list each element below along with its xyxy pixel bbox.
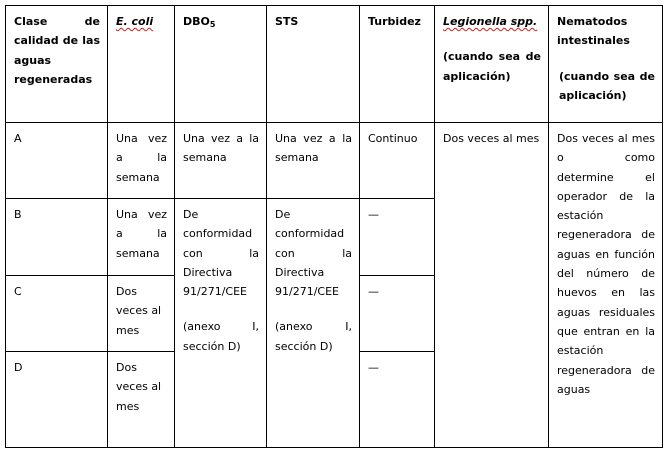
header-sts (267, 6, 360, 123)
header-nematodos-note: (cuando sea de aplicación) (559, 69, 655, 102)
cell-ecoli-c (108, 276, 175, 352)
turbidez-freq-d: — (368, 361, 379, 374)
header-nematodos-text: Nematodos intestinales (557, 15, 630, 48)
cell-turbidez-b (360, 199, 435, 276)
header-dbo-text: DBO (183, 15, 210, 28)
cell-dbo-a (175, 123, 267, 199)
dbo-directiva-text: De conformidad con la Directiva 91/271/CEE (183, 208, 259, 299)
header-row (6, 6, 663, 123)
dbo-freq-a: Una vez a la semana (183, 132, 259, 165)
clase-label-c: C (14, 285, 22, 298)
cell-clase-c (6, 276, 108, 352)
header-legionella (435, 6, 549, 123)
turbidez-freq-a: Continuo (368, 132, 418, 145)
legionella-freq: Dos veces al mes (443, 132, 540, 145)
cell-ecoli-b (108, 199, 175, 276)
sts-directiva-ref: (anexo I, sección D) (275, 320, 352, 353)
cell-legionella-all (435, 123, 549, 448)
nematodos-freq: Dos veces al mes o como determine el operador de la estación regeneradora de aguas en función del número de huevos en las aguas residuales que entran en la estación regeneradora de aguas (557, 132, 655, 396)
cell-nematodos-all (549, 123, 663, 448)
cell-ecoli-a (108, 123, 175, 199)
clase-label-b: B (14, 208, 22, 221)
ecoli-freq-b: Una vez a la semana (116, 208, 167, 260)
header-nematodos (549, 6, 663, 123)
turbidez-freq-b: — (368, 208, 379, 221)
cell-ecoli-d (108, 352, 175, 448)
cell-turbidez-d (360, 352, 435, 448)
cell-clase-a (6, 123, 108, 199)
header-clase (6, 6, 108, 123)
header-turbidez (360, 6, 435, 123)
header-ecoli (108, 6, 175, 123)
cell-turbidez-a (360, 123, 435, 199)
dbo-directiva-ref: (anexo I, sección D) (183, 320, 259, 353)
header-sts-text: STS (275, 15, 299, 28)
turbidez-freq-c: — (368, 285, 379, 298)
header-legionella-note: (cuando sea de aplicación) (443, 50, 541, 83)
header-turbidez-text: Turbidez (368, 15, 421, 28)
cell-dbo-bcd (175, 199, 267, 448)
header-legionella-text: Legionella spp. (443, 15, 538, 28)
ecoli-freq-d: Dos veces al mes (116, 361, 162, 413)
cell-turbidez-c (360, 276, 435, 352)
clase-label-a: A (14, 132, 22, 145)
header-dbo-subscript: 5 (209, 20, 216, 29)
cell-sts-a (267, 123, 360, 199)
header-ecoli-text: E. coli (116, 15, 154, 28)
clase-label-d: D (14, 361, 23, 374)
monitoring-frequency-table (5, 5, 663, 448)
header-dbo5 (175, 6, 267, 123)
ecoli-freq-c: Dos veces al mes (116, 285, 162, 337)
table-row-a (6, 123, 663, 199)
cell-clase-d (6, 352, 108, 448)
cell-sts-bcd (267, 199, 360, 448)
cell-clase-b (6, 199, 108, 276)
header-clase-text: Clase de calidad de las aguas regeneradas (14, 15, 100, 86)
ecoli-freq-a: Una vez a la semana (116, 132, 167, 184)
sts-freq-a: Una vez a la semana (275, 132, 352, 165)
sts-directiva-text: De conformidad con la Directiva 91/271/CEE (275, 208, 352, 299)
